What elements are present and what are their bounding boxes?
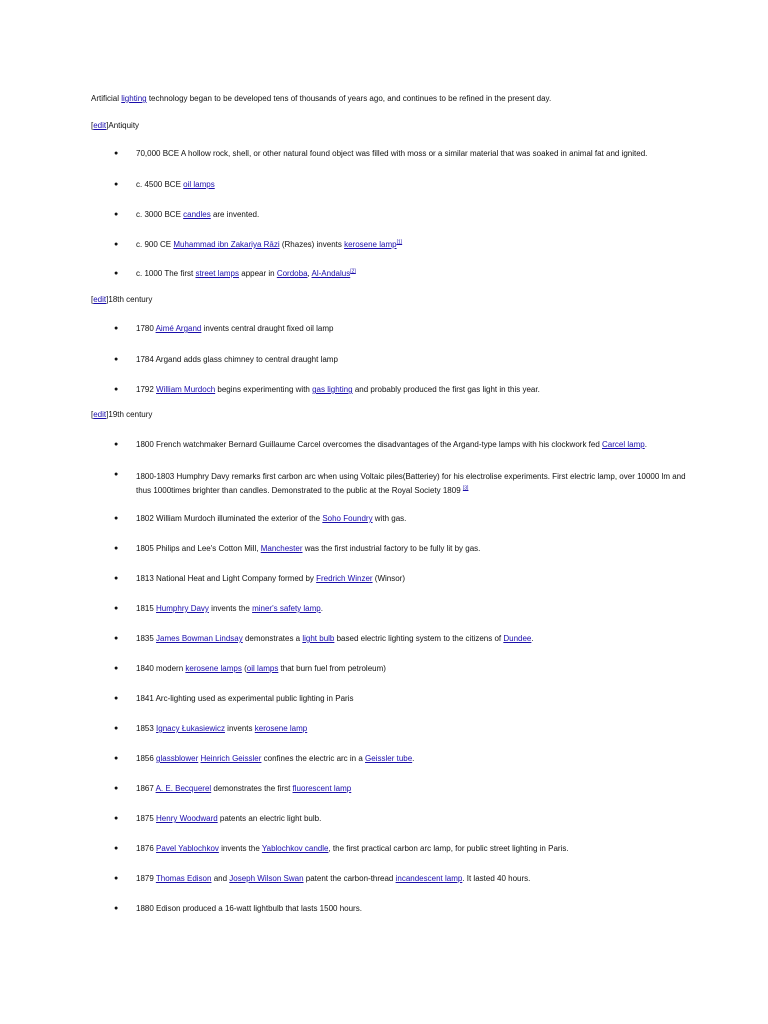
link-street-lamps[interactable]: street lamps [195, 269, 240, 278]
bullet-icon: ● [114, 845, 119, 852]
bullet-icon: ● [114, 515, 119, 522]
link-joseph-wilson-swan[interactable]: Joseph Wilson Swan [229, 874, 304, 883]
link-candles[interactable]: candles [183, 210, 211, 219]
link-geissler-tube[interactable]: Geissler tube [365, 754, 413, 763]
list-item: c. 900 CE Muhammad ibn Zakariya Rāzi (Rhazes) invents kerosene lamp[1] [136, 239, 403, 249]
list-item: 1780 Aimé Argand invents central draught fixed oil lamp [136, 324, 334, 333]
list-item: 1815 Humphry Davy invents the miner's safety lamp. [136, 604, 323, 613]
link-thomas-edison[interactable]: Thomas Edison [155, 874, 212, 883]
link-humphry-davy[interactable]: Humphry Davy [156, 604, 209, 613]
link-al-andalus[interactable]: Al-Andalus [311, 269, 351, 278]
link-henry-woodward[interactable]: Henry Woodward [156, 814, 218, 823]
link-manchester[interactable]: Manchester [260, 544, 303, 553]
link-light-bulb[interactable]: light bulb [302, 634, 335, 643]
list-item: 1853 Ignacy Łukasiewicz invents kerosene lamp [136, 724, 308, 733]
bullet-icon: ● [114, 471, 119, 478]
list-item: 1856 glassblower Heinrich Geissler confines the electric arc in a Geissler tube. [136, 754, 415, 763]
bullet-icon: ● [114, 325, 119, 332]
bullet-icon: ● [114, 270, 119, 277]
list-item: 1805 Philips and Lee's Cotton Mill, Manchester was the first industrial factory to be fully lit by gas. [136, 544, 481, 553]
list-item: 1867 A. E. Becquerel demonstrates the first fluorescent lamp [136, 784, 352, 793]
list-item: 1784 Argand adds glass chimney to central draught lamp [136, 355, 338, 364]
bullet-icon: ● [114, 725, 119, 732]
bullet-icon: ● [114, 211, 119, 218]
list-item: 1813 National Heat and Light Company formed by Fredrich Winzer (Winsor) [136, 574, 406, 583]
bullet-icon: ● [114, 575, 119, 582]
edit-link[interactable]: edit [93, 410, 107, 419]
list-item: c. 3000 BCE candles are invented. [136, 210, 260, 219]
link-kerosene-lamp[interactable]: kerosene lamp [254, 724, 308, 733]
bullet-icon: ● [114, 875, 119, 882]
list-item: 1800-1803 Humphry Davy remarks first carbon arc when using Voltaic piles(Batteriey) for his electrolise experiments. First electric lamp, over 10000 lm and thus 1000times brighter than candles. Demonstrated to the public at the Royal Society 1809 [3] [136, 472, 686, 495]
link-pavel-yablochkov[interactable]: Pavel Yablochkov [156, 844, 219, 853]
section-heading-18th-century: [edit]18th century [91, 295, 153, 304]
edit-link[interactable]: edit [93, 121, 107, 130]
bullet-icon: ● [114, 356, 119, 363]
bullet-icon: ● [114, 665, 119, 672]
bullet-icon: ● [114, 905, 119, 912]
link-soho-foundry[interactable]: Soho Foundry [322, 514, 373, 523]
link-cordoba[interactable]: Cordoba [276, 269, 308, 278]
bullet-icon: ● [114, 755, 119, 762]
section-heading-19th-century: [edit]19th century [91, 410, 153, 419]
list-item: c. 4500 BCE oil lamps [136, 180, 215, 189]
footnote-link[interactable]: [2] [350, 268, 356, 275]
link-james-bowman-lindsay[interactable]: James Bowman Lindsay [156, 634, 243, 643]
bullet-icon: ● [114, 545, 119, 552]
list-item: 1880 Edison produced a 16-watt lightbulb that lasts 1500 hours. [136, 904, 362, 913]
footnote-link[interactable]: [1] [396, 239, 403, 246]
list-item: 1876 Pavel Yablochkov invents the Yablochkov candle, the first practical carbon arc lamp, for public street lighting in Paris. [136, 844, 569, 853]
link-gas-lighting[interactable]: gas lighting [312, 385, 353, 394]
link-dundee[interactable]: Dundee [503, 634, 532, 643]
bullet-icon: ● [114, 815, 119, 822]
list-item: 1835 James Bowman Lindsay demonstrates a light bulb based electric lighting system to the citizens of Dundee. [136, 634, 534, 643]
link-fredrich-winzer[interactable]: Fredrich Winzer [316, 574, 373, 583]
link-ignacy-lukasiewicz[interactable]: Ignacy Łukasiewicz [156, 724, 225, 733]
edit-link[interactable]: edit [93, 295, 107, 304]
list-item: 1840 modern kerosene lamps (oil lamps that burn fuel from petroleum) [136, 664, 386, 673]
bullet-icon: ● [114, 241, 119, 248]
list-item: 70,000 BCE A hollow rock, shell, or other natural found object was filled with moss or a similar material that was soaked in animal fat and ignited. [136, 149, 648, 158]
list-item: 1800 French watchmaker Bernard Guillaume Carcel overcomes the disadvantages of the Argand-type lamps with his clockwork fed Carcel lamp. [136, 440, 647, 449]
section-title: 18th century [108, 295, 153, 304]
list-item: c. 1000 The first street lamps appear in Cordoba, Al-Andalus[2] [136, 268, 356, 278]
link-glassblower[interactable]: glassblower [156, 754, 199, 763]
link-kerosene-lamps[interactable]: kerosene lamps [185, 664, 242, 673]
link-heinrich-geissler[interactable]: Heinrich Geissler [200, 754, 262, 763]
intro-text: Artificial [91, 94, 122, 103]
bullet-icon: ● [114, 386, 119, 393]
list-item: 1792 William Murdoch begins experimenting with gas lighting and probably produced the first gas light in this year. [136, 385, 540, 394]
list-item: 1841 Arc-lighting used as experimental public lighting in Paris [136, 694, 354, 703]
link-yablochkov-candle[interactable]: Yablochkov candle [261, 844, 329, 853]
list-item: 1875 Henry Woodward patents an electric light bulb. [136, 814, 322, 823]
intro-text-rest: technology began to be developed tens of thousands of years ago, and continues to be refined in the present day. [146, 94, 552, 103]
bullet-icon: ● [114, 605, 119, 612]
link-incandescent-lamp[interactable]: incandescent lamp [395, 874, 463, 883]
bullet-icon: ● [114, 695, 119, 702]
bullet-icon: ● [114, 441, 119, 448]
link-kerosene-lamp[interactable]: kerosene lamp [344, 240, 397, 249]
bullet-icon: ● [114, 150, 119, 157]
bullet-icon: ● [114, 785, 119, 792]
section-title: Antiquity [108, 121, 140, 130]
section-heading-antiquity: [edit]Antiquity [91, 121, 140, 130]
link-oil-lamps[interactable]: oil lamps [183, 180, 215, 189]
footnote-link[interactable]: [3] [462, 484, 469, 491]
link-miners-safety-lamp[interactable]: miner's safety lamp [252, 604, 321, 613]
link-william-murdoch[interactable]: William Murdoch [156, 385, 216, 394]
link-becquerel[interactable]: A. E. Becquerel [155, 784, 212, 793]
list-item: 1802 William Murdoch illuminated the exterior of the Soho Foundry with gas. [136, 514, 407, 523]
intro-paragraph [91, 94, 731, 104]
link-oil-lamps[interactable]: oil lamps [246, 664, 279, 673]
link-aime-argand[interactable]: Aimé Argand [155, 324, 202, 333]
list-item: 1879 Thomas Edison and Joseph Wilson Swan patent the carbon-thread incandescent lamp. It lasted 40 hours. [136, 874, 531, 883]
link-lighting[interactable]: lighting [121, 94, 147, 103]
bullet-icon: ● [114, 181, 119, 188]
section-title: 19th century [108, 410, 153, 419]
bullet-icon: ● [114, 635, 119, 642]
link-carcel-lamp[interactable]: Carcel lamp [602, 440, 645, 449]
link-fluorescent-lamp[interactable]: fluorescent lamp [292, 784, 352, 793]
link-razi[interactable]: Muhammad ibn Zakariya Rāzi [173, 240, 280, 249]
